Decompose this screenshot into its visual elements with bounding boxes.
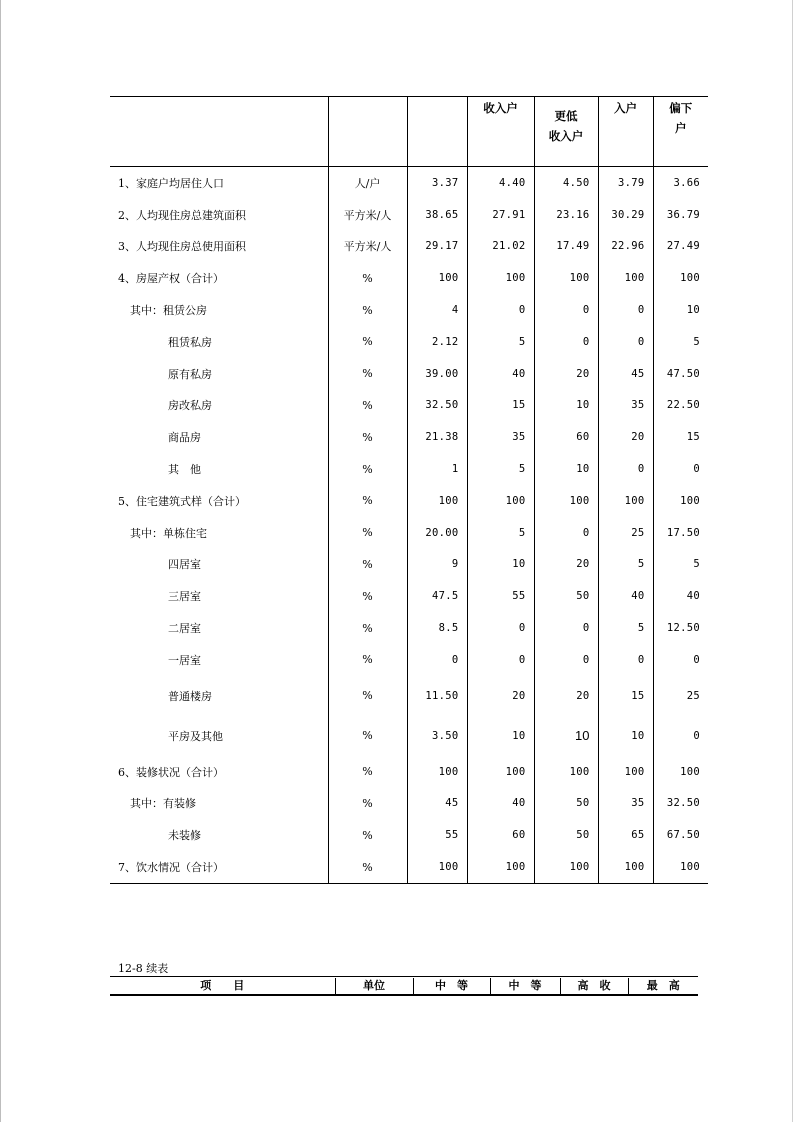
continued-top-rule <box>110 976 698 977</box>
row-value-col-2: 5 <box>467 453 534 485</box>
row-unit: % <box>328 549 407 581</box>
row-value-col-4: 100 <box>598 485 653 517</box>
row-item-label: 原有私房 <box>168 367 212 381</box>
row-value-col-3: 10 <box>534 453 598 485</box>
row-value-col-4: 45 <box>598 358 653 390</box>
row-value-col-3: 10 <box>534 390 598 422</box>
row-value-col-1: 100 <box>407 756 467 788</box>
housing-statistics-table <box>110 96 708 884</box>
table-header-row <box>110 97 708 167</box>
row-item-label: 未装修 <box>168 829 201 843</box>
row-value-col-2: 35 <box>467 421 534 453</box>
row-value-col-3: 20 <box>534 358 598 390</box>
header-unit <box>328 97 407 167</box>
row-value-col-2: 0 <box>467 644 534 676</box>
row-value-col-3: 100 <box>534 851 598 883</box>
row-value-col-3: 20 <box>534 676 598 716</box>
row-value-col-3: 17.49 <box>534 231 598 263</box>
row-value-col-2: 100 <box>467 262 534 294</box>
row-value-col-1: 45 <box>407 788 467 820</box>
row-value-col-1: 38.65 <box>407 199 467 231</box>
row-value-col-1: 100 <box>407 851 467 883</box>
row-value-col-5: 5 <box>653 549 708 581</box>
header-col-5 <box>653 97 708 167</box>
row-value-col-4: 22.96 <box>598 231 653 263</box>
row-value-col-5: 27.49 <box>653 231 708 263</box>
row-value-col-3: 20 <box>534 549 598 581</box>
row-item-label: 房改私房 <box>168 399 212 413</box>
header-col-3-label: 更低 收入户 <box>548 111 584 143</box>
row-value-col-1: 2.12 <box>407 326 467 358</box>
row-value-col-5: 100 <box>653 851 708 883</box>
table-row <box>110 326 708 358</box>
row-value-col-5: 100 <box>653 485 708 517</box>
row-value-col-2: 10 <box>467 549 534 581</box>
row-value-col-4: 30.29 <box>598 199 653 231</box>
row-item-label: 2、人均现住房总建筑面积 <box>118 208 246 222</box>
row-value-col-4: 15 <box>598 676 653 716</box>
table-row <box>110 390 708 422</box>
row-value-col-3: 23.16 <box>534 199 598 231</box>
row-value-col-5: 5 <box>653 326 708 358</box>
table-row <box>110 580 708 612</box>
page-edge-left <box>0 0 1 1122</box>
table-row <box>110 199 708 231</box>
row-value-col-3: 100 <box>534 262 598 294</box>
table-row <box>110 819 708 851</box>
table-row <box>110 485 708 517</box>
row-unit: % <box>328 517 407 549</box>
row-value-col-1: 9 <box>407 549 467 581</box>
row-unit: % <box>328 644 407 676</box>
table-row <box>110 788 708 820</box>
row-item-label: 租赁私房 <box>168 335 212 349</box>
table-row <box>110 453 708 485</box>
header-col-5-label: 偏下 户 <box>669 103 693 135</box>
row-unit: % <box>328 390 407 422</box>
row-value-col-4: 100 <box>598 756 653 788</box>
row-value-col-4: 35 <box>598 390 653 422</box>
row-value-col-3: 50 <box>534 788 598 820</box>
table-row <box>110 644 708 676</box>
row-value-col-5: 3.66 <box>653 167 708 199</box>
header-item <box>110 97 328 167</box>
row-value-col-3: 100 <box>534 485 598 517</box>
row-value-col-1: 29.17 <box>407 231 467 263</box>
row-value-col-1: 39.00 <box>407 358 467 390</box>
row-value-col-5: 17.50 <box>653 517 708 549</box>
row-value-col-2: 100 <box>467 756 534 788</box>
continued-table-title: 12-8 续表 <box>118 962 169 975</box>
continued-header-item: 项 目 <box>110 978 335 995</box>
header-col-3 <box>534 97 598 167</box>
row-value-col-1: 3.37 <box>407 167 467 199</box>
row-value-col-2: 10 <box>467 716 534 756</box>
row-value-col-5: 32.50 <box>653 788 708 820</box>
row-value-col-4: 0 <box>598 453 653 485</box>
continued-header-col-3: 高 收 <box>560 978 628 995</box>
table-row <box>110 756 708 788</box>
continued-header-row <box>110 978 698 995</box>
row-unit: % <box>328 421 407 453</box>
row-value-col-2: 15 <box>467 390 534 422</box>
table-row <box>110 262 708 294</box>
row-value-col-4: 5 <box>598 612 653 644</box>
row-value-col-4: 25 <box>598 517 653 549</box>
row-value-col-1: 32.50 <box>407 390 467 422</box>
row-value-col-4: 100 <box>598 262 653 294</box>
row-value-col-3: 50 <box>534 819 598 851</box>
row-unit: % <box>328 756 407 788</box>
row-value-col-2: 27.91 <box>467 199 534 231</box>
row-value-col-2: 0 <box>467 294 534 326</box>
row-value-col-4: 100 <box>598 851 653 883</box>
row-value-col-3: 0 <box>534 326 598 358</box>
row-unit: % <box>328 851 407 883</box>
row-value-col-1: 8.5 <box>407 612 467 644</box>
header-col-1 <box>407 97 467 167</box>
row-value-col-5: 100 <box>653 756 708 788</box>
row-value-col-5: 36.79 <box>653 199 708 231</box>
row-value-col-1: 47.5 <box>407 580 467 612</box>
row-item-label: 其 他 <box>168 463 201 477</box>
row-value-col-2: 60 <box>467 819 534 851</box>
table-row <box>110 294 708 326</box>
row-unit: % <box>328 819 407 851</box>
row-value-col-2: 5 <box>467 326 534 358</box>
row-value-col-5: 40 <box>653 580 708 612</box>
row-item-label: 二居室 <box>168 622 201 636</box>
row-value-col-2: 0 <box>467 612 534 644</box>
table-row <box>110 851 708 883</box>
row-value-col-1: 0 <box>407 644 467 676</box>
row-value-col-2: 20 <box>467 676 534 716</box>
row-value-col-1: 100 <box>407 485 467 517</box>
row-value-col-3: 0 <box>534 612 598 644</box>
row-unit: % <box>328 788 407 820</box>
row-value-col-1: 11.50 <box>407 676 467 716</box>
row-value-col-5: 22.50 <box>653 390 708 422</box>
row-value-col-2: 100 <box>467 851 534 883</box>
row-unit: % <box>328 358 407 390</box>
row-value-col-5: 0 <box>653 453 708 485</box>
row-item-label: 一居室 <box>168 653 201 667</box>
row-unit: % <box>328 580 407 612</box>
row-value-col-2: 40 <box>467 788 534 820</box>
row-value-col-2: 21.02 <box>467 231 534 263</box>
row-value-col-5: 47.50 <box>653 358 708 390</box>
row-item-label: 其中：租赁公房 <box>130 304 207 318</box>
continued-header-col-2: 中 等 <box>490 978 560 995</box>
row-value-col-5: 67.50 <box>653 819 708 851</box>
row-value-col-1: 3.50 <box>407 716 467 756</box>
row-value-col-2: 40 <box>467 358 534 390</box>
row-value-col-2: 4.40 <box>467 167 534 199</box>
row-value-col-4: 35 <box>598 788 653 820</box>
row-item-label: 5、住宅建筑式样（合计） <box>118 494 246 508</box>
row-item-label: 四居室 <box>168 558 201 572</box>
row-value-col-3: 60 <box>534 421 598 453</box>
row-unit: % <box>328 294 407 326</box>
row-value-col-4: 65 <box>598 819 653 851</box>
row-unit: % <box>328 716 407 756</box>
row-item-label: 其中：单栋住宅 <box>130 526 207 540</box>
row-unit: % <box>328 485 407 517</box>
row-value-col-4: 5 <box>598 549 653 581</box>
row-value-col-4: 20 <box>598 421 653 453</box>
row-item-label: 6、装修状况（合计） <box>118 765 224 779</box>
row-value-col-1: 1 <box>407 453 467 485</box>
row-item-label: 7、饮水情况（合计） <box>110 851 328 883</box>
row-unit: % <box>328 262 407 294</box>
row-unit: % <box>328 326 407 358</box>
row-value-col-5: 12.50 <box>653 612 708 644</box>
table-row <box>110 231 708 263</box>
row-value-col-1: 55 <box>407 819 467 851</box>
row-value-col-4: 10 <box>598 716 653 756</box>
continued-header-unit: 单位 <box>335 978 413 995</box>
row-value-col-4: 0 <box>598 294 653 326</box>
row-unit: % <box>328 453 407 485</box>
table-row <box>110 421 708 453</box>
row-value-col-3: 10 <box>534 716 598 756</box>
row-value-col-5: 10 <box>653 294 708 326</box>
row-unit: 平方米/人 <box>328 199 407 231</box>
row-unit: % <box>328 676 407 716</box>
header-col-2: 收入户 <box>467 97 534 167</box>
table-row <box>110 676 708 716</box>
row-value-col-1: 4 <box>407 294 467 326</box>
row-value-col-4: 0 <box>598 644 653 676</box>
continued-header-col-4: 最 高 <box>628 978 698 995</box>
row-value-col-3: 100 <box>534 756 598 788</box>
continued-table-header <box>110 978 698 996</box>
row-item-label: 4、房屋产权（合计） <box>118 272 224 286</box>
row-value-col-3: 0 <box>534 294 598 326</box>
row-item-label: 三居室 <box>168 590 201 604</box>
row-value-col-2: 5 <box>467 517 534 549</box>
row-item-label: 普通楼房 <box>168 689 212 703</box>
row-value-col-5: 100 <box>653 262 708 294</box>
table-row <box>110 167 708 199</box>
row-value-col-1: 21.38 <box>407 421 467 453</box>
row-value-col-3: 0 <box>534 644 598 676</box>
header-col-4: 入户 <box>598 97 653 167</box>
row-unit: 人/户 <box>328 167 407 199</box>
row-value-col-3: 0 <box>534 517 598 549</box>
table-row <box>110 549 708 581</box>
row-value-col-4: 40 <box>598 580 653 612</box>
row-unit: 平方米/人 <box>328 231 407 263</box>
row-value-col-5: 0 <box>653 644 708 676</box>
row-item-label: 商品房 <box>168 431 201 445</box>
table-row <box>110 517 708 549</box>
row-value-col-4: 3.79 <box>598 167 653 199</box>
table-row <box>110 716 708 756</box>
row-value-col-4: 0 <box>598 326 653 358</box>
row-value-col-2: 55 <box>467 580 534 612</box>
table-row <box>110 358 708 390</box>
row-value-col-3: 50 <box>534 580 598 612</box>
continued-header-col-1: 中 等 <box>413 978 490 995</box>
row-value-col-1: 100 <box>407 262 467 294</box>
row-unit: % <box>328 612 407 644</box>
row-item-label: 3、人均现住房总使用面积 <box>118 240 246 254</box>
row-item-label: 1、家庭户均居住人口 <box>118 176 224 190</box>
row-value-col-5: 25 <box>653 676 708 716</box>
row-item-label: 平房及其他 <box>168 729 223 743</box>
row-value-col-1: 20.00 <box>407 517 467 549</box>
row-value-col-5: 0 <box>653 716 708 756</box>
table-row <box>110 612 708 644</box>
row-value-col-3: 4.50 <box>534 167 598 199</box>
row-item-label: 其中：有装修 <box>130 797 196 811</box>
row-value-col-5: 15 <box>653 421 708 453</box>
row-value-col-2: 100 <box>467 485 534 517</box>
